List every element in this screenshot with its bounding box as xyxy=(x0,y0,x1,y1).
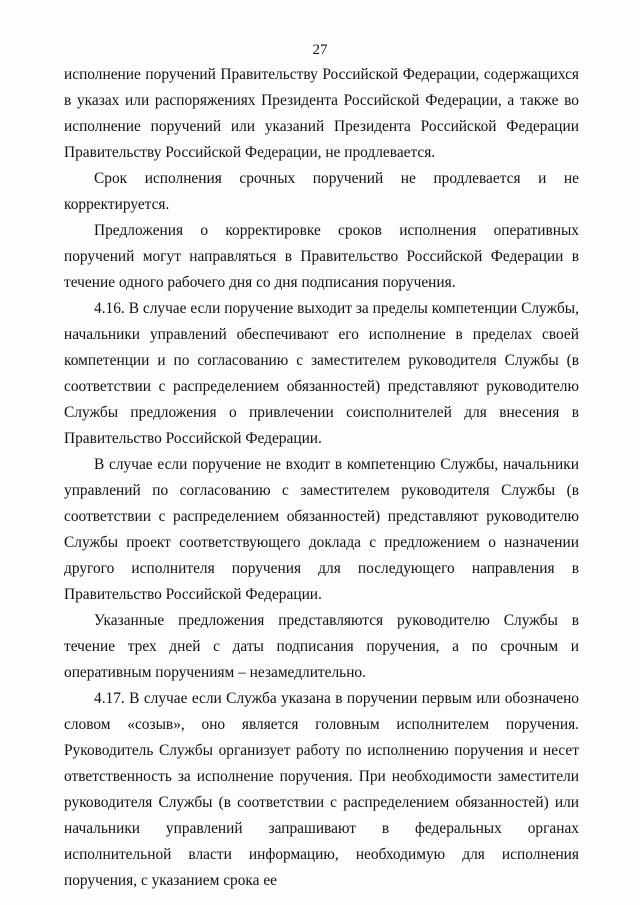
paragraph-4-17: 4.17. В случае если Служба указана в поручении первым или обозначено словом «созыв», оно является головным исполнителем поручения. Руководитель Службы организует работу по исполнению поручения и несет ответственность за исполнение поручения. При необходимости заместители руководителя Службы (в соответствии с распределением обязанностей) или начальники управлений запрашивают в федеральных органах исполнительной власти информацию, необходимую для исполнения поручения, с указанием срока ее xyxy=(64,690,579,889)
paragraph-proposals-timing: Указанные предложения представляются руководителю Службы в течение трех дней с даты подписания поручения, а по срочным и оперативным поручениям – незамедлительно. xyxy=(64,612,579,681)
paragraph-4-16: 4.16. В случае если поручение выходит за пределы компетенции Службы, начальники управлений обеспечивают его исполнение в пределах своей компетенции и по согласованию с заместителем руководителя Службы (в соответствии с распределением обязанностей) представляют руководителю Службы предложения о привлечении соисполнителей для внесения в Правительство Российской Федерации. xyxy=(64,300,579,447)
page-number: 27 xyxy=(312,42,328,58)
paragraph-deadline-adjustment: Предложения о корректировке сроков исполнения оперативных поручений могут направляться в Правительство Российской Федерации в течение одного рабочего дня со дня подписания поручения. xyxy=(64,222,579,291)
paragraph-urgent-deadline: Срок исполнения срочных поручений не продлевается и не корректируется. xyxy=(64,170,579,213)
document-body xyxy=(64,62,579,894)
paragraph-continuation: исполнение поручений Правительству Российской Федерации, содержащихся в указах или распоряжениях Президента Российской Федерации, а также во исполнение поручений или указаний Президента Российской Федерации Правительству Российской Федерации, не продлевается. xyxy=(64,66,579,161)
paragraph-outside-competence: В случае если поручение не входит в компетенцию Службы, начальники управлений по согласованию с заместителем руководителя Службы (в соответствии с распределением обязанностей) представляют руководителю Службы проект соответствующего доклада с предложением о назначении другого исполнителя поручения для последующего направления в Правительство Российской Федерации. xyxy=(64,456,579,603)
